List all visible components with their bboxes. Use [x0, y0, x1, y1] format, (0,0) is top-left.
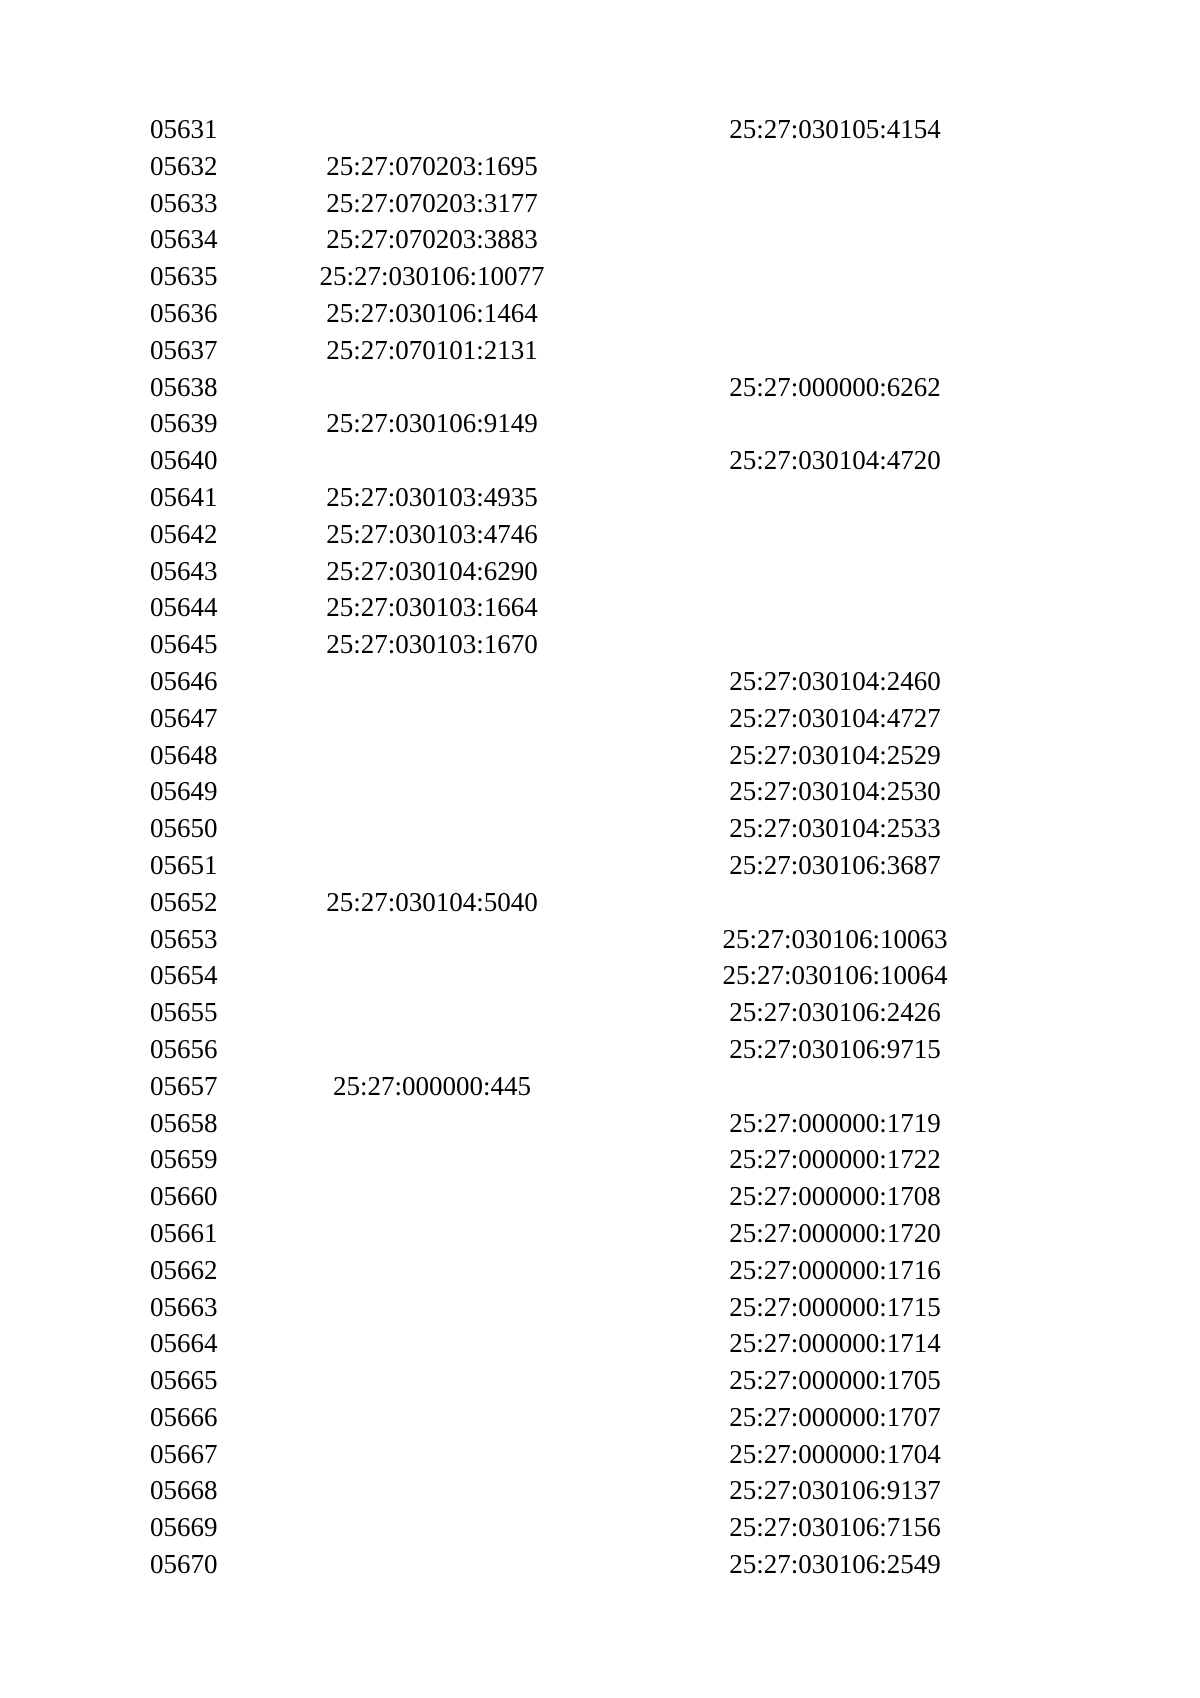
row-number: 05638: [150, 371, 218, 402]
row-number: 05633: [150, 187, 218, 218]
table-row: [0, 957, 1200, 994]
cadastral-number-table: [0, 111, 1200, 1583]
table-row: [0, 553, 1200, 590]
cadastral-number-column-1: 25:27:030106:9149: [326, 408, 538, 439]
row-number: 05653: [150, 923, 218, 954]
cadastral-number-column-1: 25:27:030104:5040: [326, 886, 538, 917]
cadastral-number-column-2: 25:27:030106:9715: [729, 1033, 941, 1064]
row-number: 05649: [150, 776, 218, 807]
cadastral-number-column-2: 25:27:030106:2426: [729, 997, 941, 1028]
cadastral-number-column-1: 25:27:070203:3883: [326, 224, 538, 255]
row-number: 05636: [150, 297, 218, 328]
cadastral-number-column-1: 25:27:070101:2131: [326, 334, 538, 365]
cadastral-number-column-2: 25:27:030106:10063: [722, 923, 948, 954]
cadastral-number-column-2: 25:27:030106:9137: [729, 1475, 941, 1506]
table-row: [0, 1068, 1200, 1105]
table-row: [0, 221, 1200, 258]
cadastral-number-column-2: 25:27:030104:4720: [729, 445, 941, 476]
cadastral-number-column-2: 25:27:030105:4154: [729, 114, 941, 144]
table-row: [0, 626, 1200, 663]
cadastral-number-column-2: 25:27:000000:1720: [729, 1217, 941, 1248]
table-row: [0, 258, 1200, 295]
cadastral-number-column-2: 25:27:000000:1722: [729, 1144, 941, 1175]
row-number: 05668: [150, 1475, 218, 1506]
row-number: 05635: [150, 261, 218, 292]
cadastral-number-column-1: 25:27:030103:1670: [326, 629, 538, 660]
table-row: [0, 1436, 1200, 1473]
table-row: [0, 1031, 1200, 1068]
row-number: 05656: [150, 1033, 218, 1064]
cadastral-number-column-2: 25:27:030106:7156: [729, 1512, 941, 1543]
cadastral-number-column-2: 25:27:030106:10064: [722, 960, 948, 991]
table-row: [0, 1546, 1200, 1583]
row-number: 05643: [150, 555, 218, 586]
cadastral-number-column-2: 25:27:030104:2530: [729, 776, 941, 807]
table-row: [0, 1472, 1200, 1509]
table-row: [0, 1178, 1200, 1215]
cadastral-number-column-2: 25:27:000000:1716: [729, 1254, 941, 1285]
row-number: 05660: [150, 1181, 218, 1212]
table-row: [0, 516, 1200, 553]
cadastral-number-column-2: 25:27:030106:3687: [729, 849, 941, 880]
row-number: 05661: [150, 1217, 218, 1248]
table-row: [0, 921, 1200, 958]
row-number: 05657: [150, 1070, 218, 1101]
row-number: 05651: [150, 849, 218, 880]
cadastral-number-column-1: 25:27:070203:1695: [326, 150, 538, 181]
table-row: [0, 737, 1200, 774]
table-row: [0, 847, 1200, 884]
row-number: 05647: [150, 702, 218, 733]
cadastral-number-column-1: 25:27:030106:10077: [319, 261, 545, 292]
table-row: [0, 1362, 1200, 1399]
cadastral-number-column-2: 25:27:000000:1714: [729, 1328, 941, 1359]
row-number: 05658: [150, 1107, 218, 1138]
cadastral-number-column-1: 25:27:030103:4746: [326, 518, 538, 549]
table-row: [0, 332, 1200, 369]
table-row: [0, 1509, 1200, 1546]
table-row: [0, 1215, 1200, 1252]
table-row: [0, 1252, 1200, 1289]
table-row: [0, 700, 1200, 737]
cadastral-number-column-1: 25:27:030103:1664: [326, 592, 538, 623]
row-number: 05666: [150, 1401, 218, 1432]
table-row: [0, 479, 1200, 516]
row-number: 05659: [150, 1144, 218, 1175]
row-number: 05632: [150, 150, 218, 181]
row-number: 05644: [150, 592, 218, 623]
cadastral-number-column-1: 25:27:070203:3177: [326, 187, 538, 218]
table-row: [0, 994, 1200, 1031]
cadastral-number-column-2: 25:27:000000:1707: [729, 1401, 941, 1432]
table-row: [0, 111, 1200, 148]
table-row: [0, 1325, 1200, 1362]
cadastral-number-column-2: 25:27:030104:2529: [729, 739, 941, 770]
row-number: 05637: [150, 334, 218, 365]
row-number: 05662: [150, 1254, 218, 1285]
row-number: 05654: [150, 960, 218, 991]
cadastral-number-column-2: 25:27:000000:1708: [729, 1181, 941, 1212]
row-number: 05663: [150, 1291, 218, 1322]
row-number: 05634: [150, 224, 218, 255]
table-row: [0, 295, 1200, 332]
row-number: 05664: [150, 1328, 218, 1359]
cadastral-number-column-2: 25:27:030104:2460: [729, 665, 941, 696]
row-number: 05669: [150, 1512, 218, 1543]
table-row: [0, 185, 1200, 222]
cadastral-number-column-2: 25:27:000000:1704: [729, 1438, 941, 1469]
row-number: 05667: [150, 1438, 218, 1469]
cadastral-number-column-1: 25:27:030103:4935: [326, 481, 538, 512]
cadastral-number-column-2: 25:27:030104:2533: [729, 813, 941, 844]
row-number: 05670: [150, 1549, 218, 1580]
cadastral-number-column-1: 25:27:030104:6290: [326, 555, 538, 586]
table-row: [0, 442, 1200, 479]
cadastral-number-column-1: 25:27:030106:1464: [326, 297, 538, 328]
table-row: [0, 589, 1200, 626]
table-row: [0, 1141, 1200, 1178]
row-number: 05639: [150, 408, 218, 439]
row-number: 05631: [150, 114, 218, 144]
row-number: 05640: [150, 445, 218, 476]
row-number: 05648: [150, 739, 218, 770]
table-row: [0, 369, 1200, 406]
table-row: [0, 1105, 1200, 1142]
table-row: [0, 663, 1200, 700]
cadastral-number-column-1: 25:27:000000:445: [332, 1070, 532, 1101]
cadastral-number-column-2: 25:27:000000:6262: [729, 371, 941, 402]
cadastral-number-column-2: 25:27:000000:1705: [729, 1365, 941, 1396]
row-number: 05642: [150, 518, 218, 549]
row-number: 05646: [150, 665, 218, 696]
cadastral-number-column-2: 25:27:000000:1719: [729, 1107, 941, 1138]
row-number: 05665: [150, 1365, 218, 1396]
table-row: [0, 884, 1200, 921]
table-row: [0, 773, 1200, 810]
row-number: 05645: [150, 629, 218, 660]
table-row: [0, 148, 1200, 185]
table-row: [0, 1399, 1200, 1436]
cadastral-number-column-2: 25:27:030106:2549: [729, 1549, 941, 1580]
row-number: 05652: [150, 886, 218, 917]
cadastral-number-column-2: 25:27:000000:1715: [729, 1291, 941, 1322]
table-row: [0, 405, 1200, 442]
row-number: 05641: [150, 481, 218, 512]
table-row: [0, 1289, 1200, 1326]
cadastral-number-column-2: 25:27:030104:4727: [729, 702, 941, 733]
table-row: [0, 810, 1200, 847]
row-number: 05655: [150, 997, 218, 1028]
row-number: 05650: [150, 813, 218, 844]
